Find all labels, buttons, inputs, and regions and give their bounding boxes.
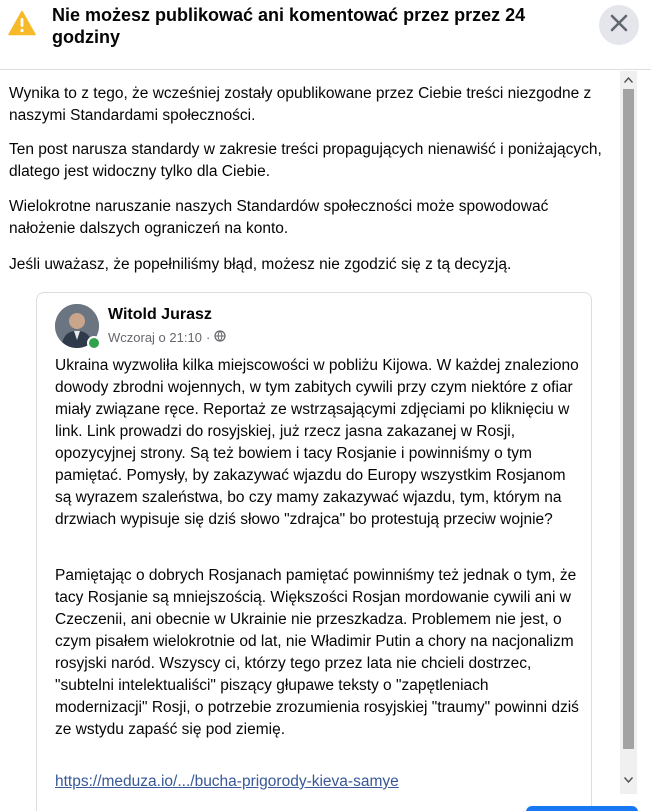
notice-paragraph: Jeśli uważasz, że popełniliśmy błąd, możesz nie zgodzić się z tą decyzją.	[9, 256, 512, 273]
scroll-down-icon[interactable]	[620, 771, 637, 788]
online-status-dot	[87, 336, 101, 350]
dialog-content	[0, 71, 620, 811]
meta-separator: ·	[205, 330, 211, 345]
scrollbar-thumb[interactable]	[623, 89, 634, 749]
warning-triangle-icon	[8, 10, 36, 36]
dialog-title: Nie możesz publikować ani komentować przez przez 24 godziny	[52, 5, 526, 47]
post-body-paragraph: Ukraina wyzwoliła kilka miejscowości w pobliżu Kijowa. W każdej znaleziono dowody zbrodni wojennych, w tym zabitych cywili przy czym niektóre z ofiar miały związane ręce. Reportaż ze wstrząsającymi zdjęciami po kliknięciu w link. Link prowadzi do rosyjskiej, już rzecz jasna zakazanej w Rosji, opozycyjnej strony. Są też bowiem i tacy Rosjanie i powinniśmy o tym pamiętać. Pomysły, by zakazywać wjazdu do Europy wszystkim Rosjanom są wyrazem szaleństwa, bo czy mamy zakazywać wjazdu, tym, którym na drzwiach wypisuje się dziś słowo "zdrajca" bo protestują przeciw wojnie?	[55, 357, 579, 528]
close-icon	[609, 13, 629, 38]
primary-action-button[interactable]	[526, 806, 638, 811]
scroll-up-icon[interactable]	[620, 71, 637, 88]
dialog-header	[0, 0, 651, 70]
post-body-paragraph: Pamiętając o dobrych Rosjanach pamiętać powinniśmy też jednak o tym, że tacy Rosjanie są mniejszością. Większości Rosjan mordowanie cywili ani w Czeczenii, ani obecnie w Ukrainie nie przeszkadza. Problemem nie jest, o czym pisałem wielokrotnie od lat, nie Władimir Putin a chory na nacjonalizm rosyjski naród. Wszyscy ci, którzy tego przez lata nie chcieli dostrzec, "subtelni intelektualiści" piszący głupawe teksty o "zapętleniach modernizacji" Rosji, o potrzebie zrozumienia rosyjskiej "traumy" powinni dziś ze wstydu zapaść się pod ziemię.	[55, 567, 579, 738]
close-button[interactable]	[599, 5, 639, 45]
notice-paragraph: Wynika to z tego, że wcześniej zostały opublikowane przez Ciebie treści niezgodne z naszymi Standardami społeczności.	[9, 85, 592, 124]
post-link[interactable]: https://meduza.io/.../bucha-prigorody-kieva-samye	[55, 773, 399, 790]
globe-icon[interactable]	[214, 330, 226, 345]
notice-paragraph: Wielokrotne naruszanie naszych Standardów społeczności może spowodować nałożenie dalszych ograniczeń na konto.	[9, 198, 549, 237]
notice-paragraph: Ten post narusza standardy w zakresie treści propagujących nienawiść i poniżających, dlatego jest widoczny tylko dla Ciebie.	[9, 141, 602, 180]
post-preview-card	[36, 292, 592, 811]
post-author[interactable]: Witold Jurasz	[108, 306, 212, 323]
post-timestamp[interactable]: Wczoraj o 21:10	[108, 330, 202, 345]
post-meta	[108, 330, 226, 345]
scrollbar[interactable]	[620, 71, 637, 794]
